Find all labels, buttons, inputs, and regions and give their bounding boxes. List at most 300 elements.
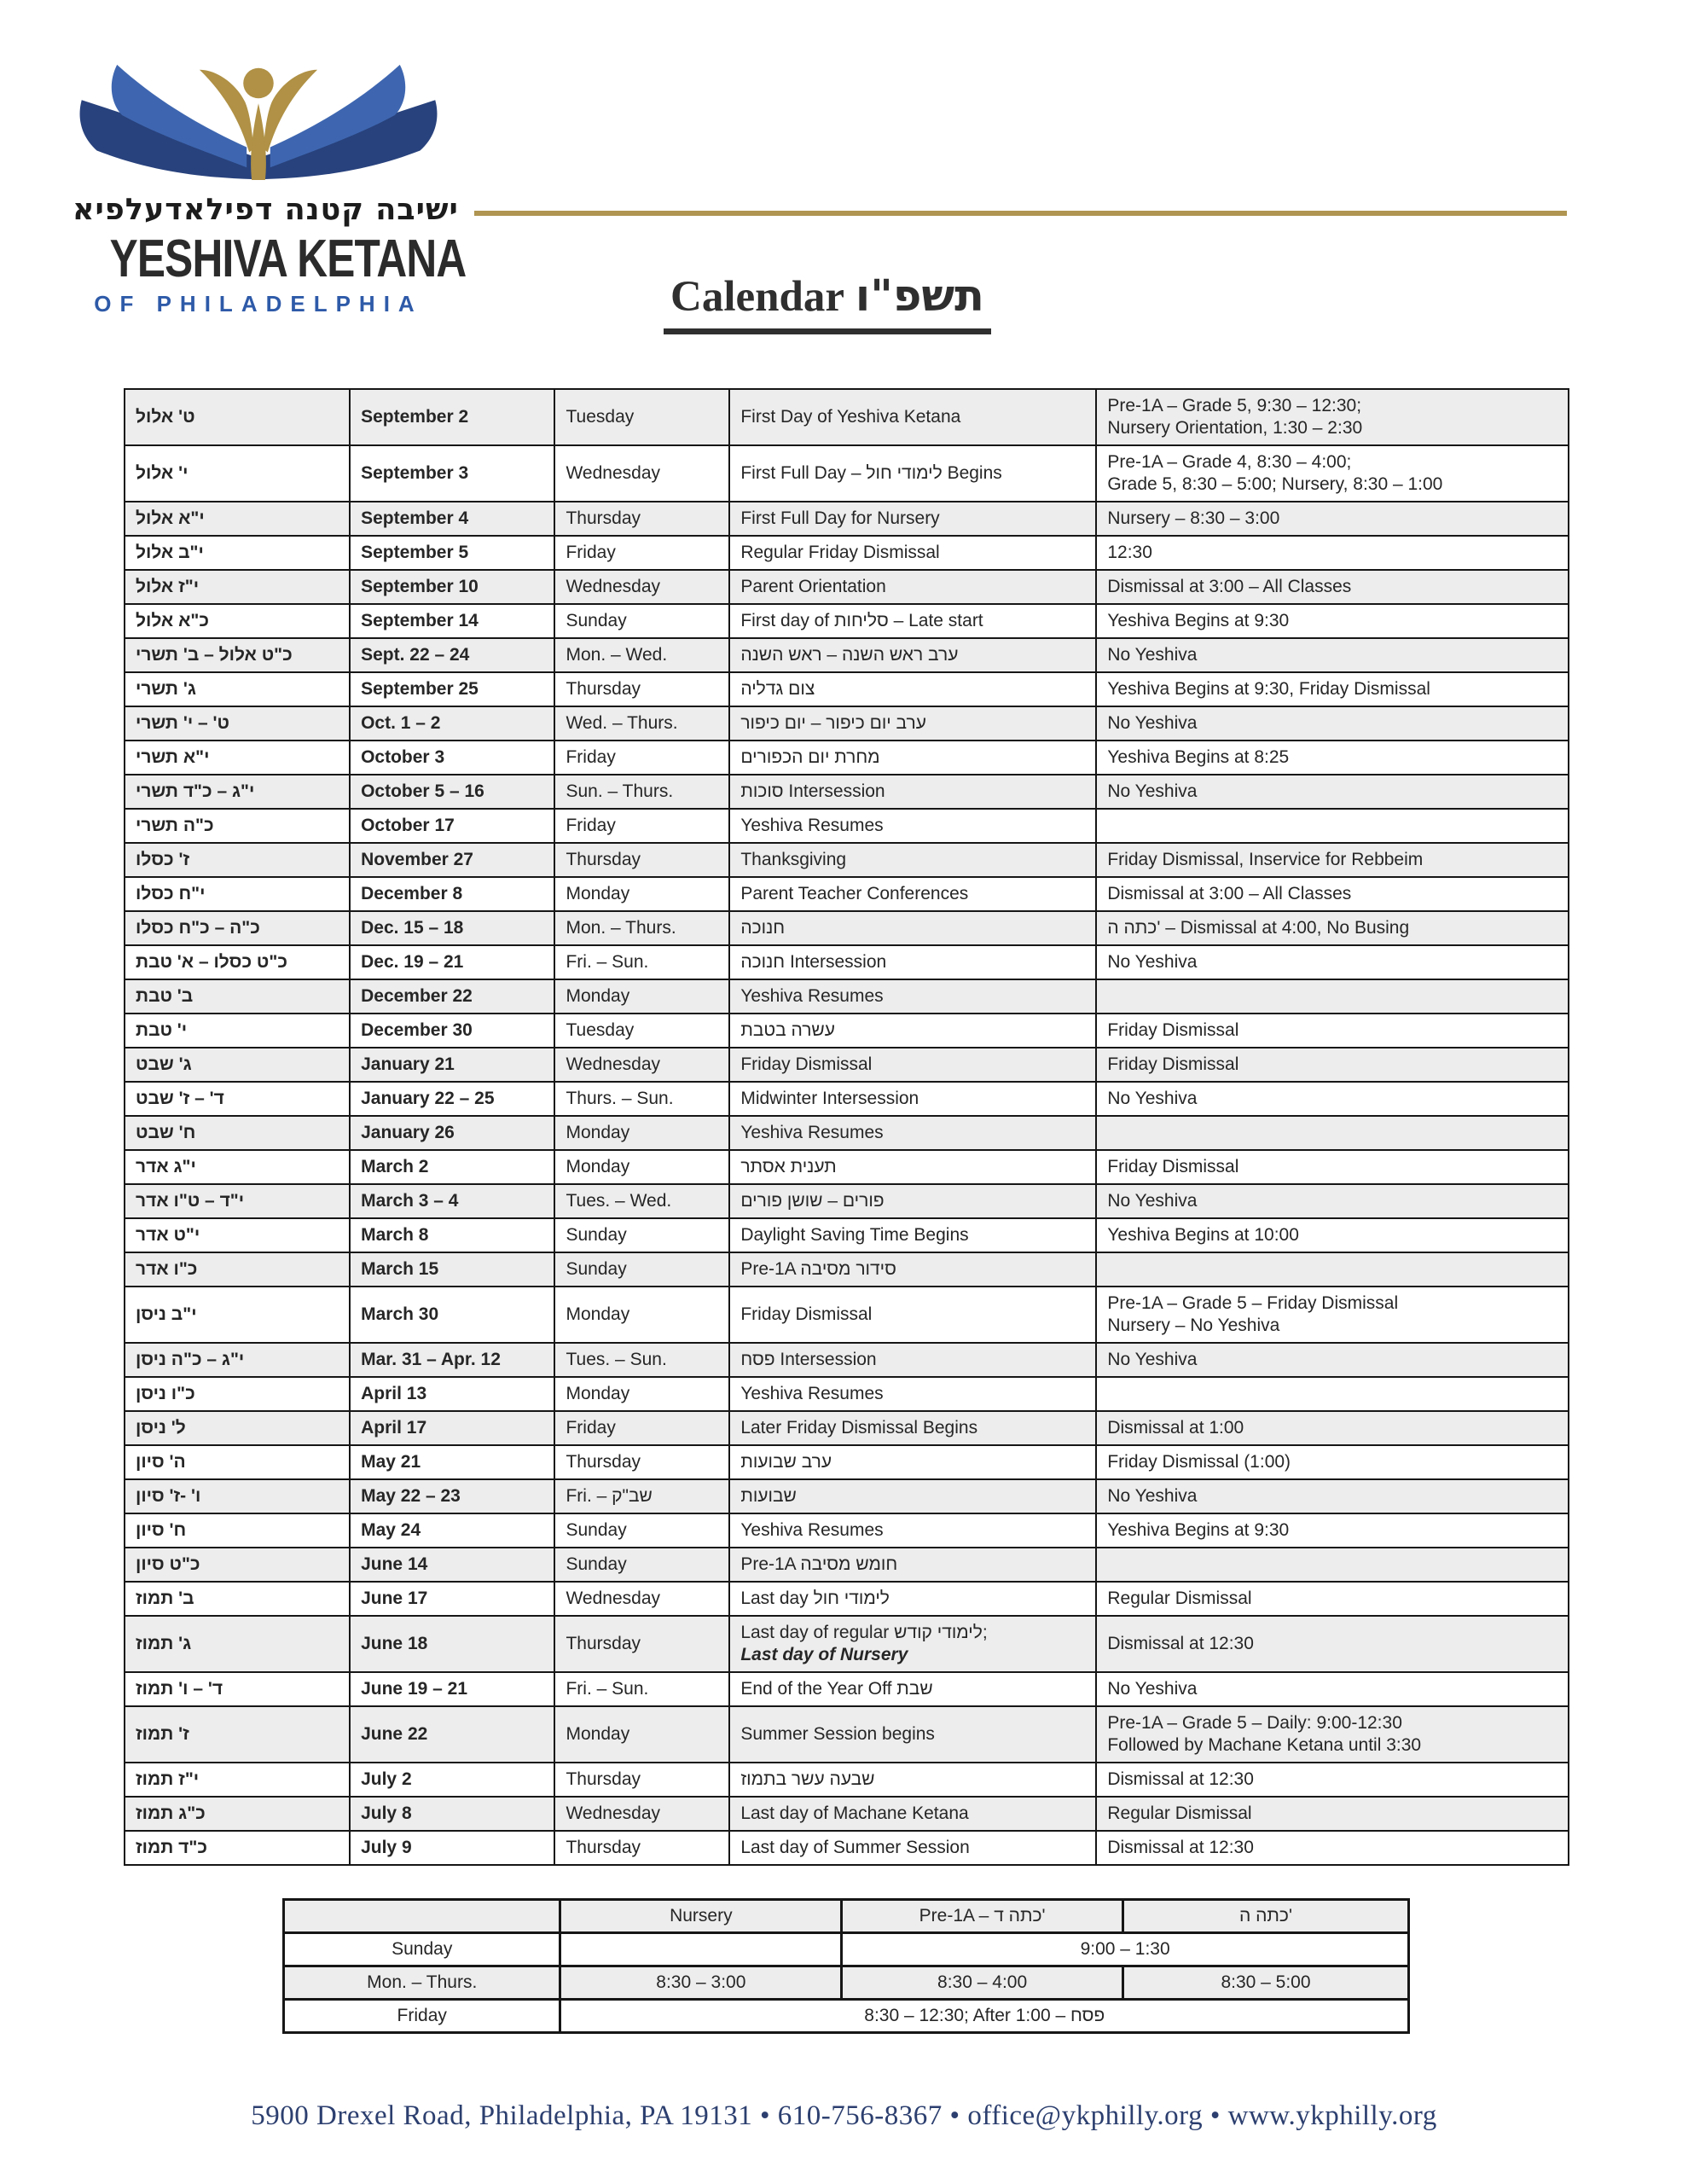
calendar-row xyxy=(125,638,1569,672)
notes-cell xyxy=(1096,877,1569,911)
date-cell xyxy=(350,945,554,979)
event-cell-text: Yeshiva Resumes xyxy=(740,1384,884,1403)
day-cell xyxy=(554,1411,729,1445)
day-cell xyxy=(554,1116,729,1150)
hebrew-date-cell xyxy=(125,1116,350,1150)
notes-cell-text: Yeshiva Begins at 8:25 xyxy=(1107,747,1290,767)
day-cell xyxy=(554,1150,729,1184)
hebrew-date-cell-text: כ"ט סיון xyxy=(136,1554,200,1574)
day-cell xyxy=(554,1513,729,1548)
notes-cell-text: Friday Dismissal xyxy=(1107,1020,1239,1040)
hebrew-date-cell-text: כ"ו אדר xyxy=(136,1259,198,1279)
event-cell-text: חנוכה xyxy=(740,918,786,938)
hebrew-date-cell xyxy=(125,604,350,638)
calendar-row xyxy=(125,1445,1569,1479)
hebrew-date-cell xyxy=(125,1763,350,1797)
day-cell-text: Tues. – Sun. xyxy=(566,1350,667,1369)
event-cell xyxy=(729,1582,1096,1616)
hebrew-date-cell xyxy=(125,1479,350,1513)
day-cell xyxy=(554,843,729,877)
calendar-row xyxy=(125,536,1569,570)
notes-cell xyxy=(1096,1616,1569,1672)
date-cell xyxy=(350,877,554,911)
day-cell xyxy=(554,1706,729,1763)
notes-cell-text: Dismissal at 12:30 xyxy=(1107,1838,1254,1857)
day-cell-text: Wednesday xyxy=(566,577,661,596)
calendar-row xyxy=(125,1377,1569,1411)
notes-cell-text: No Yeshiva xyxy=(1107,1679,1198,1699)
date-cell xyxy=(350,843,554,877)
schedule-header-cell: כתה ה' xyxy=(1122,1900,1408,1933)
hebrew-date-cell xyxy=(125,877,350,911)
hebrew-date-cell-text: ל' ניסן xyxy=(136,1418,186,1438)
date-cell xyxy=(350,638,554,672)
hebrew-date-cell-text: ד' – ז' שבט xyxy=(136,1089,224,1108)
hebrew-date-cell-text: י"ג אדר xyxy=(136,1157,196,1176)
schedule-header-cell: Pre-1A – כתה ד' xyxy=(842,1900,1123,1933)
hebrew-date-cell xyxy=(125,1150,350,1184)
day-cell xyxy=(554,1616,729,1672)
date-cell-text: March 8 xyxy=(361,1225,429,1245)
date-cell-text: January 26 xyxy=(361,1123,455,1142)
date-cell xyxy=(350,1445,554,1479)
event-cell-text: Friday Dismissal xyxy=(740,1054,873,1074)
event-cell-text: First Day of Yeshiva Ketana xyxy=(740,407,961,427)
notes-cell xyxy=(1096,1252,1569,1287)
title-wrap xyxy=(589,271,1066,334)
day-cell xyxy=(554,1252,729,1287)
calendar-row xyxy=(125,1513,1569,1548)
hebrew-date-cell xyxy=(125,1616,350,1672)
day-cell xyxy=(554,877,729,911)
calendar-row xyxy=(125,1616,1569,1672)
hebrew-date-cell xyxy=(125,638,350,672)
date-cell-text: July 2 xyxy=(361,1769,412,1789)
notes-cell-text: No Yeshiva xyxy=(1107,952,1198,972)
date-cell xyxy=(350,672,554,706)
day-cell xyxy=(554,1218,729,1252)
date-cell xyxy=(350,1411,554,1445)
date-cell xyxy=(350,1287,554,1343)
event-cell xyxy=(729,389,1096,445)
hebrew-date-cell xyxy=(125,570,350,604)
schedule-row-label: Sunday xyxy=(284,1933,560,1966)
event-cell-text: פורים – שושן פורים xyxy=(740,1191,885,1211)
day-cell xyxy=(554,1548,729,1582)
event-cell-text: First Full Day – לימודי חול Begins xyxy=(740,463,1002,483)
event-cell-text: ערב ראש השנה – ראש השנה xyxy=(740,645,959,665)
day-cell xyxy=(554,1445,729,1479)
schedule-cell: 9:00 – 1:30 xyxy=(842,1933,1409,1966)
date-cell xyxy=(350,536,554,570)
date-cell xyxy=(350,389,554,445)
hebrew-date-cell xyxy=(125,843,350,877)
event-cell-text: Yeshiva Resumes xyxy=(740,986,884,1006)
day-cell xyxy=(554,638,729,672)
hebrew-date-cell-text: כ"ג תמוז xyxy=(136,1804,206,1823)
event-cell-line2: Last day of Nursery xyxy=(740,1645,908,1664)
notes-cell xyxy=(1096,706,1569,741)
calendar-row xyxy=(125,1548,1569,1582)
notes-cell xyxy=(1096,1218,1569,1252)
notes-cell xyxy=(1096,1116,1569,1150)
notes-cell-text: Yeshiva Begins at 10:00 xyxy=(1107,1225,1299,1245)
notes-cell xyxy=(1096,775,1569,809)
calendar-row xyxy=(125,1150,1569,1184)
date-cell-text: July 8 xyxy=(361,1804,412,1823)
hebrew-date-cell xyxy=(125,1672,350,1706)
event-cell-text: End of the Year Off שבת xyxy=(740,1679,933,1699)
notes-cell-line2: Grade 5, 8:30 – 5:00; Nursery, 8:30 – 1:00 xyxy=(1107,474,1443,494)
notes-cell-text: Dismissal at 12:30 xyxy=(1107,1769,1254,1789)
day-cell xyxy=(554,809,729,843)
notes-cell xyxy=(1096,502,1569,536)
notes-cell xyxy=(1096,1479,1569,1513)
event-cell xyxy=(729,1706,1096,1763)
hebrew-date-cell-text: כ"ד תמוז xyxy=(136,1838,207,1857)
date-cell-text: October 17 xyxy=(361,816,455,835)
day-cell xyxy=(554,1763,729,1797)
notes-cell-line2: Nursery Orientation, 1:30 – 2:30 xyxy=(1107,418,1363,438)
event-cell xyxy=(729,1479,1096,1513)
day-cell-text: Fri. – Sun. xyxy=(566,1679,649,1699)
notes-cell-text: Yeshiva Begins at 9:30 xyxy=(1107,1520,1290,1540)
date-cell xyxy=(350,1479,554,1513)
gold-divider-line xyxy=(474,211,1567,216)
notes-cell xyxy=(1096,945,1569,979)
event-cell-text: Friday Dismissal xyxy=(740,1304,873,1324)
event-cell xyxy=(729,775,1096,809)
hebrew-date-cell xyxy=(125,1048,350,1082)
day-cell-text: Wednesday xyxy=(566,463,661,483)
notes-cell xyxy=(1096,638,1569,672)
notes-cell xyxy=(1096,445,1569,502)
event-cell xyxy=(729,979,1096,1014)
hebrew-date-cell-text: כ"ה תשרי xyxy=(136,816,214,835)
date-cell-text: October 5 – 16 xyxy=(361,781,484,801)
day-cell xyxy=(554,1048,729,1082)
day-cell-text: Friday xyxy=(566,747,616,767)
hebrew-date-cell xyxy=(125,741,350,775)
calendar-row xyxy=(125,1252,1569,1287)
notes-cell xyxy=(1096,1513,1569,1548)
date-cell-text: March 15 xyxy=(361,1259,439,1279)
event-cell xyxy=(729,945,1096,979)
event-cell-text: Pre-1A סידור מסיבה xyxy=(740,1259,896,1279)
calendar-row xyxy=(125,741,1569,775)
event-cell xyxy=(729,1048,1096,1082)
date-cell-text: December 22 xyxy=(361,986,473,1006)
event-cell-text: Thanksgiving xyxy=(740,850,847,869)
day-cell-text: Mon. – Wed. xyxy=(566,645,668,665)
day-cell xyxy=(554,911,729,945)
event-cell-text: Yeshiva Resumes xyxy=(740,1123,884,1142)
calendar-row xyxy=(125,1343,1569,1377)
event-cell-text: Yeshiva Resumes xyxy=(740,1520,884,1540)
notes-cell-text: Yeshiva Begins at 9:30 xyxy=(1107,611,1290,630)
event-cell-text: עשרה בטבת xyxy=(740,1020,835,1040)
date-cell-text: December 8 xyxy=(361,884,463,903)
day-cell xyxy=(554,706,729,741)
day-cell-text: Monday xyxy=(566,1157,630,1176)
event-cell-text: Last day of Summer Session xyxy=(740,1838,970,1857)
hebrew-date-cell xyxy=(125,911,350,945)
schedule-cell: 8:30 – 4:00 xyxy=(842,1966,1123,2000)
date-cell-text: September 3 xyxy=(361,463,469,483)
notes-cell xyxy=(1096,1548,1569,1582)
hebrew-date-cell-text: י"ז אלול xyxy=(136,577,200,596)
calendar-row xyxy=(125,604,1569,638)
event-cell-text: Last day of Machane Ketana xyxy=(740,1804,969,1823)
day-cell xyxy=(554,1184,729,1218)
date-cell-text: June 19 – 21 xyxy=(361,1679,468,1699)
event-cell xyxy=(729,1252,1096,1287)
notes-cell xyxy=(1096,1377,1569,1411)
notes-cell xyxy=(1096,1048,1569,1082)
date-cell xyxy=(350,1616,554,1672)
hebrew-date-cell-text: י"ב ניסן xyxy=(136,1304,197,1324)
date-cell xyxy=(350,911,554,945)
event-cell xyxy=(729,877,1096,911)
date-cell xyxy=(350,1150,554,1184)
logo xyxy=(73,53,467,317)
hebrew-date-cell-text: י"א אלול xyxy=(136,508,205,528)
calendar-row xyxy=(125,945,1569,979)
event-cell-text: Last day of regular לימודי קודש; xyxy=(740,1623,988,1642)
hebrew-date-cell xyxy=(125,1797,350,1831)
hebrew-date-cell-text: י"א תשרי xyxy=(136,747,210,767)
event-cell xyxy=(729,604,1096,638)
schedule-cell xyxy=(560,1933,842,1966)
day-cell-text: Sunday xyxy=(566,1554,627,1574)
calendar-table xyxy=(124,388,1569,1866)
hebrew-date-cell xyxy=(125,945,350,979)
date-cell xyxy=(350,706,554,741)
hebrew-date-cell xyxy=(125,672,350,706)
notes-cell xyxy=(1096,1082,1569,1116)
date-cell xyxy=(350,1082,554,1116)
day-cell-text: Monday xyxy=(566,1724,630,1744)
hebrew-date-cell xyxy=(125,1377,350,1411)
date-cell xyxy=(350,1218,554,1252)
day-cell xyxy=(554,775,729,809)
hebrew-date-cell-text: כ"ט כסלו – א' טבת xyxy=(136,952,287,972)
notes-cell-text: No Yeshiva xyxy=(1107,713,1198,733)
hebrew-date-cell-text: ז' תמוז xyxy=(136,1724,189,1744)
event-cell-text: Daylight Saving Time Begins xyxy=(740,1225,969,1245)
event-cell-text: Parent Teacher Conferences xyxy=(740,884,969,903)
date-cell xyxy=(350,502,554,536)
hebrew-date-cell-text: ג' שבט xyxy=(136,1054,192,1074)
hebrew-date-cell-text: י' טבת xyxy=(136,1020,188,1040)
notes-cell xyxy=(1096,809,1569,843)
schedule-row xyxy=(284,1966,1409,2000)
day-cell-text: Thursday xyxy=(566,1838,641,1857)
notes-cell-text: Pre-1A – Grade 4, 8:30 – 4:00; xyxy=(1107,452,1352,472)
hebrew-date-cell xyxy=(125,389,350,445)
schedule-table xyxy=(282,1898,1410,2034)
day-cell-text: Wednesday xyxy=(566,1804,661,1823)
date-cell-text: December 30 xyxy=(361,1020,473,1040)
event-cell-text: תענית אסתר xyxy=(740,1157,837,1176)
notes-cell xyxy=(1096,1014,1569,1048)
event-cell xyxy=(729,1082,1096,1116)
event-cell xyxy=(729,843,1096,877)
notes-cell xyxy=(1096,1706,1569,1763)
notes-cell-text: Pre-1A – Grade 5, 9:30 – 12:30; xyxy=(1107,396,1362,415)
day-cell-text: Monday xyxy=(566,1123,630,1142)
day-cell-text: Sunday xyxy=(566,1225,627,1245)
date-cell-text: March 30 xyxy=(361,1304,439,1324)
event-cell xyxy=(729,1116,1096,1150)
schedule-header-cell xyxy=(284,1900,560,1933)
notes-cell-text: No Yeshiva xyxy=(1107,1191,1198,1211)
date-cell xyxy=(350,1513,554,1548)
event-cell xyxy=(729,1831,1096,1865)
hebrew-date-cell xyxy=(125,1582,350,1616)
date-cell-text: Dec. 19 – 21 xyxy=(361,952,464,972)
event-cell xyxy=(729,1411,1096,1445)
event-cell-text: שבעה עשר בתמוז xyxy=(740,1769,875,1789)
day-cell-text: Thursday xyxy=(566,679,641,699)
calendar-row xyxy=(125,1116,1569,1150)
date-cell-text: April 13 xyxy=(361,1384,427,1403)
hebrew-date-cell-text: ח' סיון xyxy=(136,1520,187,1540)
date-cell xyxy=(350,741,554,775)
hebrew-date-cell-text: י"ח כסלו xyxy=(136,884,206,903)
notes-cell-text: No Yeshiva xyxy=(1107,1089,1198,1108)
day-cell xyxy=(554,1582,729,1616)
calendar-row xyxy=(125,1763,1569,1797)
day-cell-text: Monday xyxy=(566,1304,630,1324)
hebrew-date-cell xyxy=(125,536,350,570)
day-cell-text: Sunday xyxy=(566,1259,627,1279)
date-cell-text: September 25 xyxy=(361,679,479,699)
hebrew-date-cell-text: ב' טבת xyxy=(136,986,194,1006)
event-cell xyxy=(729,1445,1096,1479)
event-cell xyxy=(729,1184,1096,1218)
day-cell-text: Thursday xyxy=(566,1769,641,1789)
day-cell-text: Wed. – Thurs. xyxy=(566,713,678,733)
day-cell-text: Thursday xyxy=(566,508,641,528)
calendar-row xyxy=(125,1706,1569,1763)
notes-cell xyxy=(1096,1831,1569,1865)
event-cell xyxy=(729,502,1096,536)
notes-cell xyxy=(1096,1763,1569,1797)
hebrew-date-cell xyxy=(125,1548,350,1582)
event-cell xyxy=(729,1616,1096,1672)
day-cell xyxy=(554,536,729,570)
event-cell xyxy=(729,1797,1096,1831)
hebrew-date-cell xyxy=(125,1082,350,1116)
notes-cell-text: Dismissal at 3:00 – All Classes xyxy=(1107,884,1352,903)
calendar-row xyxy=(125,445,1569,502)
notes-cell xyxy=(1096,604,1569,638)
day-cell xyxy=(554,389,729,445)
calendar-row xyxy=(125,672,1569,706)
notes-cell-text: Dismissal at 12:30 xyxy=(1107,1634,1254,1653)
date-cell xyxy=(350,1706,554,1763)
hebrew-date-cell xyxy=(125,809,350,843)
event-cell xyxy=(729,1377,1096,1411)
notes-cell xyxy=(1096,1797,1569,1831)
date-cell xyxy=(350,1014,554,1048)
date-cell-text: Sept. 22 – 24 xyxy=(361,645,470,665)
date-cell xyxy=(350,445,554,502)
schedule-cell: 8:30 – 12:30; After פסח – 1:00 xyxy=(560,2000,1409,2033)
notes-cell-text: כתה ה' – Dismissal at 4:00, No Busing xyxy=(1107,918,1410,938)
notes-cell xyxy=(1096,1287,1569,1343)
event-cell xyxy=(729,536,1096,570)
hebrew-date-cell-text: י"ג – כ"ד תשרי xyxy=(136,781,255,801)
event-cell xyxy=(729,1287,1096,1343)
event-cell-text: Later Friday Dismissal Begins xyxy=(740,1418,978,1438)
notes-cell xyxy=(1096,1582,1569,1616)
calendar-row xyxy=(125,1184,1569,1218)
date-cell-text: September 2 xyxy=(361,407,469,427)
hebrew-date-cell-text: ח' שבט xyxy=(136,1123,196,1142)
notes-cell xyxy=(1096,1672,1569,1706)
calendar-row xyxy=(125,843,1569,877)
day-cell xyxy=(554,1797,729,1831)
day-cell xyxy=(554,672,729,706)
day-cell xyxy=(554,604,729,638)
hebrew-date-cell-text: ט' אלול xyxy=(136,407,195,427)
date-cell xyxy=(350,979,554,1014)
day-cell xyxy=(554,1672,729,1706)
hebrew-date-cell-text: ו' -ז' סיון xyxy=(136,1486,201,1506)
day-cell-text: Sunday xyxy=(566,1520,627,1540)
date-cell-text: January 22 – 25 xyxy=(361,1089,495,1108)
schedule-row xyxy=(284,1933,1409,1966)
date-cell xyxy=(350,809,554,843)
date-cell-text: May 21 xyxy=(361,1452,421,1472)
event-cell xyxy=(729,809,1096,843)
event-cell-text: Parent Orientation xyxy=(740,577,886,596)
notes-cell-text: 12:30 xyxy=(1107,543,1152,562)
calendar-row xyxy=(125,1082,1569,1116)
day-cell-text: Monday xyxy=(566,1384,630,1403)
hebrew-date-cell-text: כ"ט אלול – ב' תשרי xyxy=(136,645,293,665)
notes-cell xyxy=(1096,672,1569,706)
day-cell xyxy=(554,570,729,604)
event-cell-text: First Full Day for Nursery xyxy=(740,508,940,528)
date-cell-text: September 4 xyxy=(361,508,469,528)
calendar-row xyxy=(125,775,1569,809)
event-cell-text: ערב יום כיפור – יום כיפור xyxy=(740,713,926,733)
page-title-hebrew-year: תשפ"ו xyxy=(855,271,984,322)
event-cell xyxy=(729,741,1096,775)
calendar-row xyxy=(125,389,1569,445)
event-cell xyxy=(729,1672,1096,1706)
hebrew-date-cell xyxy=(125,1287,350,1343)
day-cell-text: Sun. – Thurs. xyxy=(566,781,674,801)
notes-cell-text: Regular Dismissal xyxy=(1107,1589,1252,1608)
calendar-row xyxy=(125,1672,1569,1706)
hebrew-date-cell-text: י"ב אלול xyxy=(136,543,204,562)
day-cell xyxy=(554,1831,729,1865)
event-cell-text: פסח Intersession xyxy=(740,1350,877,1369)
hebrew-date-cell xyxy=(125,1252,350,1287)
hebrew-date-cell-text: י"ז תמוז xyxy=(136,1769,200,1789)
date-cell xyxy=(350,1672,554,1706)
hebrew-date-cell-text: ט' – י' תשרי xyxy=(136,713,229,733)
event-cell xyxy=(729,911,1096,945)
day-cell-text: Fri. – Sun. xyxy=(566,952,649,972)
event-cell xyxy=(729,570,1096,604)
date-cell xyxy=(350,1797,554,1831)
day-cell-text: Thursday xyxy=(566,850,641,869)
